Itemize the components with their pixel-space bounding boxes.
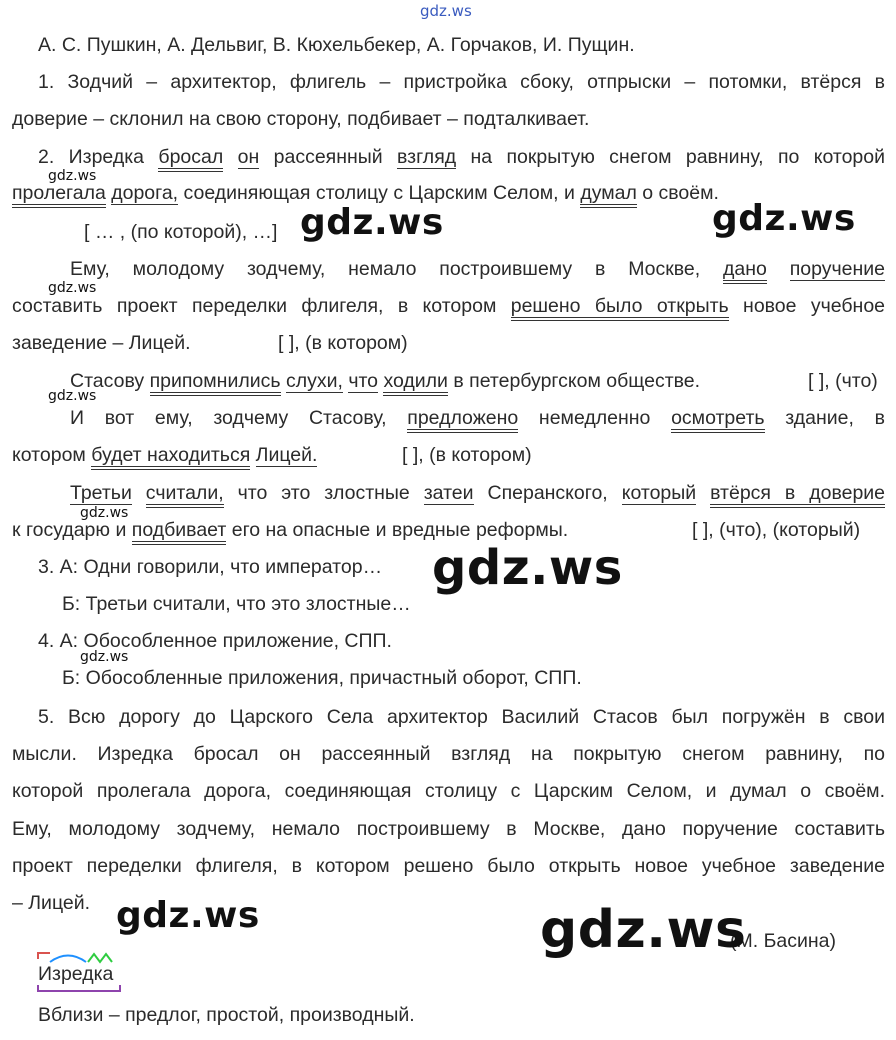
p2-line-1 <box>38 145 885 169</box>
p4-line <box>70 369 700 393</box>
predicate-osmotret: осмотреть <box>671 407 764 433</box>
p9-line-4: Ему, молодому зодчему, немало построившему в Москве, дано поручение составить <box>12 818 885 840</box>
p1-line-1: 1. Зодчий – архитектор, флигель – пристройка сбоку, отпрыски – потомки, втёрся в <box>38 71 885 93</box>
p4-scheme: [ ], (что) <box>808 370 878 392</box>
morpheme-diagram <box>36 950 126 996</box>
text: немедленно <box>538 407 651 429</box>
subject-licey: Лицей. <box>255 444 318 466</box>
morpheme-word: Изредка <box>38 963 114 985</box>
p8-line-2: Б: Обособленные приложения, причастный оборот, СПП. <box>62 667 582 689</box>
p8-line-1: 4. А: Обособленное приложение, СПП. <box>38 630 392 652</box>
p2-number: 2. Изредка <box>38 146 145 168</box>
p7-line-2: Б: Третьи считали, что это злостные… <box>62 593 411 615</box>
watermark: gdz.ws <box>80 505 129 521</box>
last-line: Вблизи – предлог, простой, производный. <box>38 1004 415 1026</box>
text: в петербургском обществе. <box>453 370 701 392</box>
p3-scheme: [ ], (в котором) <box>278 332 408 354</box>
subject-kotoryi: который <box>621 482 697 504</box>
watermark: gdz.ws <box>540 900 747 960</box>
watermark: gdz.ws <box>712 198 856 239</box>
p7-line-1: 3. А: Одни говорили, что император… <box>38 556 383 578</box>
subject-sluhi: слухи, <box>285 370 343 392</box>
predicate-prolegala: пролегала <box>12 182 106 208</box>
p6-scheme: [ ], (что), (который) <box>692 519 861 541</box>
predicate-dumal: думал <box>580 182 637 208</box>
watermark: gdz.ws <box>48 388 97 404</box>
subject-zatei: затеи <box>423 482 474 504</box>
watermark: gdz.ws <box>48 280 97 296</box>
predicate-schitali: считали, <box>146 482 224 508</box>
watermark: gdz.ws <box>116 895 260 936</box>
p5-line-2 <box>12 443 317 467</box>
watermark-top: gdz.ws <box>420 2 472 20</box>
subject-doroga: дорога, <box>111 182 179 204</box>
p1-line-2: доверие – склонил на свою сторону, подбивает – подталкивает. <box>12 108 590 130</box>
text: на покрытую снегом <box>470 146 672 168</box>
text: рассеянный <box>273 146 383 168</box>
predicate-predlozheno: предложено <box>407 407 518 433</box>
predicate-vtersya: втёрся в доверие <box>710 482 885 508</box>
p2-scheme: [ … , (по которой), …] <box>84 221 278 243</box>
p3-line-1 <box>70 257 885 281</box>
text: к государю и <box>12 519 127 541</box>
authors-line: А. С. Пушкин, А. Дельвиг, В. Кюхельбекер, А. Горчаков, И. Пущин. <box>38 34 635 56</box>
p9-line-6: – Лицей. <box>12 892 91 914</box>
text: котором <box>12 444 86 466</box>
watermark: gdz.ws <box>300 202 444 243</box>
text: Стасову <box>70 370 145 392</box>
p9-line-3: которой пролегала дорога, соединяющая столицу с Царским Селом, и думал о своём. <box>12 780 885 802</box>
text: его на опасные и вредные реформы. <box>231 519 569 541</box>
predicate-resheno: решено было открыть <box>511 295 729 321</box>
text: равнину, <box>685 146 764 168</box>
text: что это злостные <box>237 482 410 504</box>
watermark: gdz.ws <box>48 168 97 184</box>
text: здание, в <box>785 407 885 429</box>
p5-line-1 <box>70 406 885 430</box>
predicate-pripomnilis: припомнились <box>150 370 281 396</box>
subject-chto: что <box>348 370 379 392</box>
watermark: gdz.ws <box>80 649 129 665</box>
text: новое учебное <box>743 295 886 317</box>
text: Ему, молодому зодчему, немало построившему в Москве, <box>70 258 701 280</box>
text: Сперанского, <box>487 482 608 504</box>
subject-on: он <box>237 146 260 168</box>
p9-line-1: 5. Всю дорогу до Царского Села архитектор Василий Стасов был погружён в свои <box>38 706 885 728</box>
source-author: (М. Басина) <box>730 930 836 952</box>
predicate-hodili: ходили <box>383 370 448 396</box>
subject-treti: Третьи <box>70 482 132 504</box>
p9-line-5: проект переделки флигеля, в котором решено было открыть новое учебное заведение <box>12 855 885 877</box>
p3-line-3: заведение – Лицей. <box>12 332 191 354</box>
subject-poruchenie: поручение <box>789 258 886 280</box>
predicate-budet: будет находиться <box>91 444 250 470</box>
predicate-brosal: бросал <box>158 146 223 172</box>
text: И вот ему, зодчему Стасову, <box>70 407 387 429</box>
text: по которой <box>777 146 886 168</box>
predicate-dano: дано <box>723 258 767 284</box>
p6-line-2 <box>12 518 568 542</box>
predicate-podbivaet: подбивает <box>132 519 227 545</box>
watermark: gdz.ws <box>432 540 623 596</box>
object-vzglyad: взгляд <box>397 146 457 168</box>
p3-line-2 <box>12 294 885 318</box>
text: составить проект переделки флигеля, в котором <box>12 295 497 317</box>
p9-line-2: мысли. Изредка бросал он рассеянный взгляд на покрытую снегом равнину, по <box>12 743 885 765</box>
p6-line-1 <box>70 481 885 505</box>
text: соединяющая столицу с Царским Селом, и <box>183 182 575 204</box>
text: о своём. <box>642 182 719 204</box>
p5-scheme: [ ], (в котором) <box>402 444 532 466</box>
